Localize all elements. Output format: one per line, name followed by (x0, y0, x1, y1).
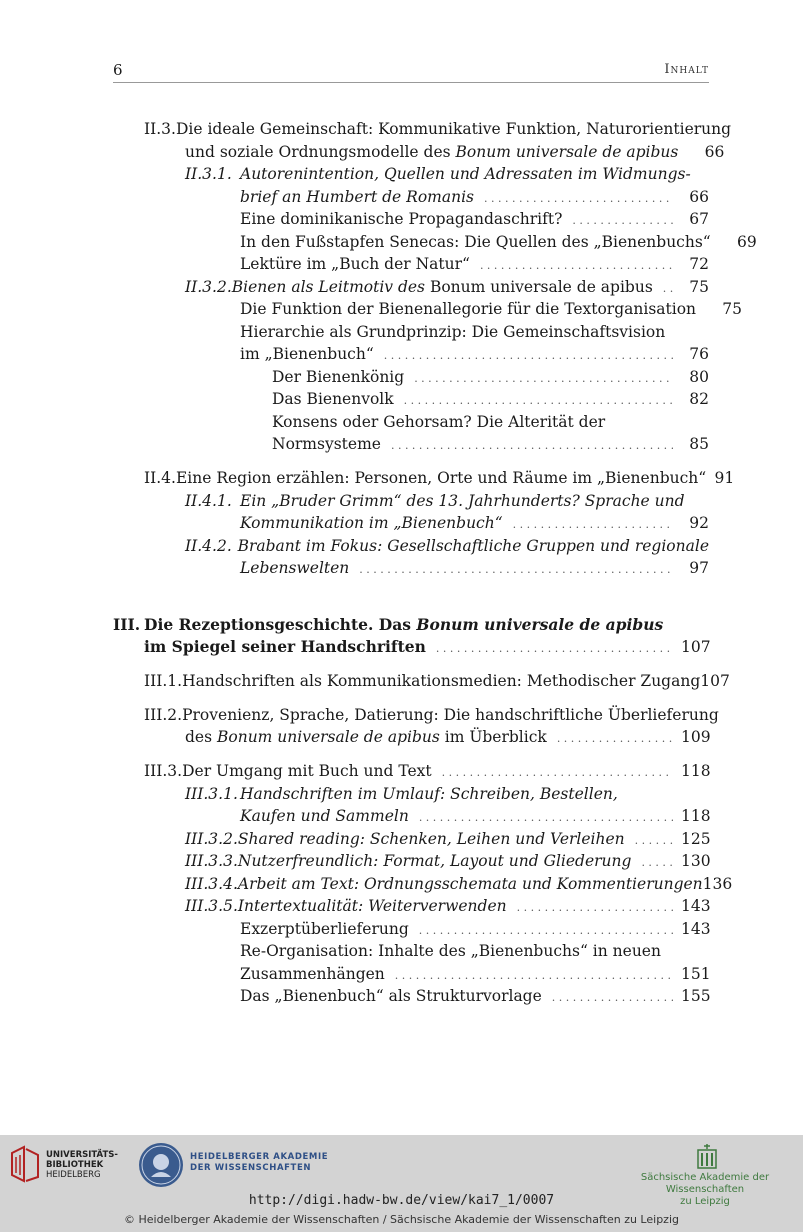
toc-entry[interactable] (185, 163, 709, 185)
toc-title: Der Umgang mit Buch und Text (182, 762, 432, 780)
toc-entry[interactable] (185, 783, 709, 805)
academy-seal-icon (139, 1143, 183, 1187)
toc-leader (359, 559, 673, 581)
toc-page: 75 (722, 300, 743, 318)
toc-page: 136 (702, 875, 733, 893)
toc-entry[interactable] (144, 704, 719, 726)
toc-leader (517, 897, 673, 919)
toc-title: Bienen als Leitmotiv des Bonum universale de apibus (231, 278, 653, 296)
toc-title: brief an Humbert de Romanis (240, 188, 474, 206)
toc-entry[interactable] (240, 186, 709, 208)
toc-title: Die Funktion der Bienenallegorie für die Textorganisation (240, 300, 697, 318)
toc-leader (384, 345, 673, 367)
toc-entry[interactable] (240, 512, 709, 534)
toc-title: In den Fußstapfen Senecas: Die Quellen des „Bienenbuchs“ (240, 233, 711, 251)
toc-page: 67 (689, 210, 709, 228)
toc-entry[interactable] (272, 388, 709, 410)
saxon-academy-building-icon (696, 1143, 718, 1169)
toc-page: 72 (689, 255, 709, 273)
toc-number: III.2. (144, 706, 183, 724)
toc-page: 107 (700, 672, 730, 690)
toc-number: III.3.2. (185, 830, 238, 848)
toc-page: 107 (681, 638, 711, 656)
toc-entry[interactable] (144, 760, 709, 782)
toc-title: Provenienz, Sprache, Datierung: Die handschriftliche Überlieferung (182, 706, 719, 724)
toc-title: Lektüre im „Buch der Natur“ (240, 255, 470, 273)
toc-page: 82 (689, 390, 709, 408)
toc-entry[interactable] (240, 963, 709, 985)
toc-leader (436, 638, 673, 660)
toc-page: 143 (681, 920, 711, 938)
toc-number: III. (113, 615, 141, 634)
toc-title: Kaufen und Sammeln (240, 807, 409, 825)
page-number: 6 (113, 61, 123, 79)
toc-entry[interactable] (272, 433, 709, 455)
toc-number: II.4. (144, 469, 176, 487)
toc-leader (513, 514, 673, 536)
toc-number: III.3. (144, 762, 183, 780)
toc-chapter[interactable] (113, 614, 709, 636)
viewer-footer (0, 1135, 803, 1232)
toc-entry[interactable] (185, 828, 709, 850)
toc-entry[interactable] (272, 411, 709, 433)
toc-title: Arbeit am Text: Ordnungsschemata und Kommentierungen (237, 875, 703, 893)
toc-page: 155 (681, 987, 711, 1005)
university-library-label: UNIVERSITÄTS- BIBLIOTHEK HEIDELBERG (46, 1150, 118, 1180)
toc-title: Handschriften als Kommunikationsmedien: Methodischer Zugang (182, 672, 701, 690)
toc-entry[interactable] (240, 231, 757, 253)
toc-leader (635, 830, 673, 852)
header-rule (113, 82, 709, 83)
toc-entry[interactable] (240, 557, 709, 579)
toc-number: II.4.2. (185, 537, 232, 555)
toc-number: II.3. (144, 120, 176, 138)
toc-title: Intertextualität: Weiterverwenden (237, 897, 507, 915)
toc-leader (552, 987, 673, 1009)
toc-entry[interactable] (240, 321, 709, 343)
toc-leader (480, 255, 673, 277)
toc-title: Handschriften im Umlauf: Schreiben, Bestellen, (240, 785, 618, 803)
running-title: Inhalt (664, 62, 709, 77)
toc-title: Das „Bienenbuch“ als Strukturvorlage (240, 987, 542, 1005)
toc-entry[interactable] (185, 726, 709, 748)
toc-title: Hierarchie als Grundprinzip: Die Gemeinschaftsvision (240, 323, 666, 341)
toc-page: 75 (689, 278, 709, 296)
toc-leader (663, 278, 673, 300)
toc-page: 66 (704, 143, 725, 161)
toc-title: Die ideale Gemeinschaft: Kommunikative Funktion, Naturorientierung (175, 120, 732, 138)
toc-entry[interactable] (185, 535, 709, 557)
toc-page: 118 (681, 762, 711, 780)
toc-title: Autorenintention, Quellen und Adressaten im Widmungs- (240, 165, 691, 183)
toc-leader (404, 390, 673, 412)
toc-entry[interactable] (185, 141, 725, 163)
toc-title: und soziale Ordnungsmodelle des Bonum universale de apibus (185, 143, 679, 161)
toc-number: III.3.4. (185, 875, 238, 893)
toc-entry[interactable] (240, 253, 709, 275)
toc-title: Brabant im Fokus: Gesellschaftliche Gruppen und regionale (237, 537, 709, 555)
toc-entry[interactable] (185, 490, 709, 512)
toc-title: Konsens oder Gehorsam? Die Alterität der (272, 413, 606, 431)
toc-page: 91 (714, 469, 735, 487)
toc-number: II.4.1. (185, 492, 232, 510)
toc-title: Nutzerfreundlich: Format, Layout und Gliederung (237, 852, 632, 870)
toc-number: III.3.3. (185, 852, 238, 870)
toc-leader (419, 920, 673, 942)
toc-page: 80 (689, 368, 709, 386)
toc-title: Shared reading: Schenken, Leihen und Verleihen (237, 830, 625, 848)
toc-entry[interactable] (272, 366, 709, 388)
toc-entry[interactable] (240, 343, 709, 365)
toc-title: Exzerptüberlieferung (240, 920, 409, 938)
toc-leader (557, 728, 673, 750)
toc-page: 151 (681, 965, 711, 983)
toc-chapter[interactable] (144, 636, 709, 658)
toc-number: III.1. (144, 672, 183, 690)
toc-entry[interactable] (144, 670, 730, 692)
toc-title: Der Bienenkönig (272, 368, 405, 386)
toc-page: 143 (681, 897, 711, 915)
toc-entry[interactable] (185, 276, 709, 298)
toc-page: 118 (681, 807, 711, 825)
toc-number: II.3.2. (185, 278, 232, 296)
toc-title: Ein „Bruder Grimm“ des 13. Jahrhunderts? Sprache und (240, 492, 685, 510)
toc-entry[interactable] (240, 940, 709, 962)
toc-number: II.3.1. (185, 165, 232, 183)
toc-title: Das Bienenvolk (272, 390, 394, 408)
toc-page: 92 (689, 514, 709, 532)
toc-page: 125 (681, 830, 711, 848)
toc-entry[interactable] (144, 467, 735, 489)
saxon-academy-label: Sächsische Akademie der Wissenschaften zu Leipzig (640, 1172, 770, 1207)
toc-title: Zusammenhängen (240, 965, 385, 983)
toc-number: III.3.5. (185, 897, 238, 915)
toc-title: Lebenswelten (240, 559, 350, 577)
toc-leader (419, 807, 673, 829)
toc-title: Kommunikation im „Bienenbuch“ (240, 514, 503, 532)
toc-leader (442, 762, 673, 784)
toc-entry[interactable] (240, 298, 743, 320)
toc-entry[interactable] (240, 208, 709, 230)
toc-page: 130 (681, 852, 711, 870)
toc-entry[interactable] (185, 895, 709, 917)
toc-title: im „Bienenbuch“ (240, 345, 374, 363)
permalink-url[interactable]: http://digi.hadw-bw.de/view/kai7_1/0007 (248, 1193, 555, 1208)
toc-page: 76 (689, 345, 709, 363)
toc-title: im Spiegel seiner Handschriften (144, 637, 426, 656)
toc-title: Eine dominikanische Propagandaschrift? (240, 210, 563, 228)
toc-page: 97 (689, 559, 709, 577)
toc-entry[interactable] (144, 118, 732, 140)
toc-title: Normsysteme (272, 435, 381, 453)
toc-entry[interactable] (185, 873, 733, 895)
toc-number: III.3.1. (185, 785, 238, 803)
toc-leader (572, 210, 673, 232)
toc-title: Die Rezeptionsgeschichte. Das Bonum universale de apibus (144, 615, 664, 634)
toc-page: 109 (681, 728, 711, 746)
toc-entry[interactable] (240, 805, 709, 827)
toc-page: 69 (737, 233, 757, 251)
toc-leader (395, 965, 673, 987)
toc-leader (641, 852, 673, 874)
toc-page: 66 (689, 188, 709, 206)
copyright-notice: © Heidelberger Akademie der Wissenschaften / Sächsische Akademie der Wissenschaften zu Leipzig (123, 1213, 679, 1226)
toc-leader (391, 435, 673, 457)
university-library-logo-icon (10, 1145, 40, 1183)
toc-title: Eine Region erzählen: Personen, Orte und Räume im „Bienenbuch“ (175, 469, 707, 487)
toc-page: 85 (689, 435, 709, 453)
toc-leader (484, 188, 673, 210)
toc-entry[interactable] (185, 850, 709, 872)
heidelberg-academy-label: HEIDELBERGER AKADEMIE DER WISSENSCHAFTEN (190, 1152, 329, 1173)
toc-leader (414, 368, 673, 390)
toc-title: des Bonum universale de apibus im Überblick (185, 728, 547, 746)
toc-entry[interactable] (240, 985, 709, 1007)
toc-entry[interactable] (240, 918, 709, 940)
toc-title: Re-Organisation: Inhalte des „Bienenbuchs“ in neuen (240, 942, 661, 960)
